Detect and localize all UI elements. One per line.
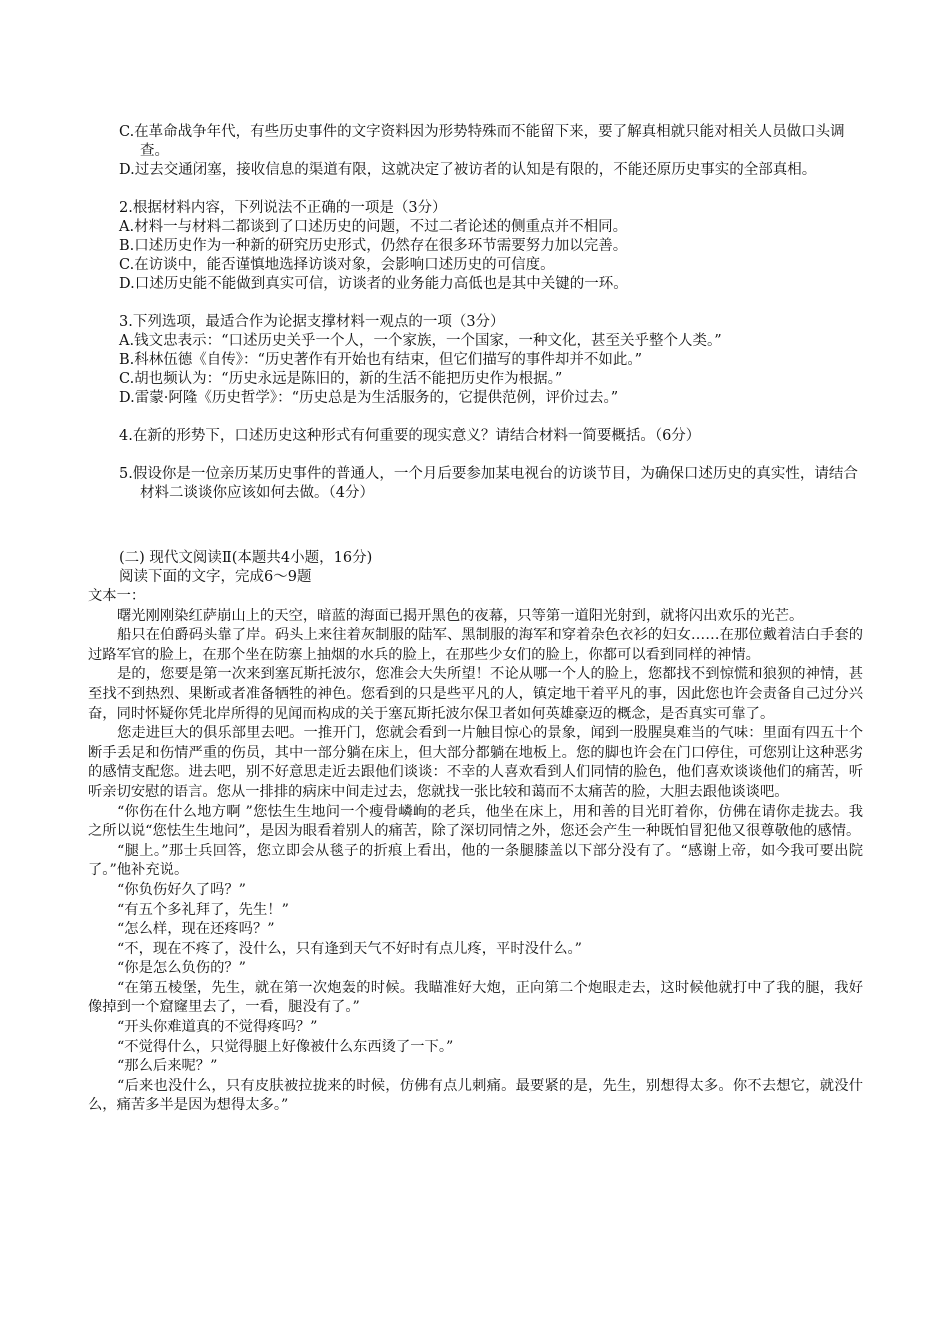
passage-paragraph: “你负伤好久了吗？” xyxy=(117,881,246,898)
q5-stem: 5.假设你是一位亲历某历史事件的普通人，一个月后要参加某电视台的访谈节目，为确保口述历史的真实性，请结合材料二谈谈你应该如何去做。（4分） xyxy=(119,466,858,501)
passage-paragraph: “不觉得什么，只觉得腿上好像被什么东西烫了一下。” xyxy=(117,1038,454,1055)
questions-block xyxy=(119,123,864,503)
q3-option-a: A.钱文忠表示：“口述历史关乎一个人，一个家族，一个国家，一种文化，甚至关乎整个人类。” xyxy=(119,333,722,349)
section-header xyxy=(119,549,864,587)
q2-option-a: A.材料一与材料二都谈到了口述历史的问题，不过二者论述的侧重点并不相同。 xyxy=(119,219,628,235)
section-title: (二) 现代文阅读Ⅱ(本题共4小题，16分) xyxy=(119,550,373,566)
spacer xyxy=(119,180,864,199)
passage-paragraph: 曙光刚刚染红萨崩山上的天空，暗蓝的海面已揭开黑色的夜幕，只等第一道阳光射到，就将闪出欢乐的光芒。 xyxy=(117,607,804,624)
passage-paragraph: “有五个多礼拜了，先生！” xyxy=(117,901,289,918)
q2-option-d: D.口述历史能不能做到真实可信，访谈者的业务能力高低也是其中关键的一环。 xyxy=(119,276,628,292)
passage-paragraph: “腿上。”那士兵回答，您立即会从毯子的折痕上看出，他的一条腿膝盖以下部分没有了。“感谢上帝，如今我可要出院了。”他补充说。 xyxy=(88,842,863,879)
passage-paragraph: “在第五棱堡，先生，就在第一次炮轰的时候。我瞄准好大炮，正向第二个炮眼走去，这时候他就打中了我的腿，我好像掉到一个窟窿里去了，一看，腿没有了。” xyxy=(88,979,863,1016)
q2-option-b: B.口述历史作为一种新的研究历史形式，仍然存在很多环节需要努力加以完善。 xyxy=(119,238,628,254)
passage-paragraph: 船只在伯爵码头靠了岸。码头上来往着灰制服的陆军、黑制服的海军和穿着杂色衣衫的妇女……在那位戴着洁白手套的过路军官的脸上，在那个坐在防寨上抽烟的水兵的脸上，在那些少女们的脸上，你都可以看到同样的神情。 xyxy=(88,627,863,663)
q4-stem: 4.在新的形势下，口述历史这种形式有何重要的现实意义？请结合材料一简要概括。（6分） xyxy=(119,428,701,444)
section-instruction: 阅读下面的文字，完成6～9题 xyxy=(119,569,312,585)
passage-paragraph: “怎么样，现在还疼吗？” xyxy=(117,921,275,938)
passage-paragraph: “开头你难道真的不觉得疼吗？” xyxy=(117,1019,318,1036)
q3-option-d: D.雷蒙·阿隆《历史哲学》：“历史总是为生活服务的，它提供范例，评价过去。” xyxy=(119,390,619,406)
spacer xyxy=(119,294,864,313)
passage-paragraph: “你是怎么负伤的？” xyxy=(117,960,246,977)
passage-paragraph: 是的，您要是第一次来到塞瓦斯托波尔，您准会大失所望！不论从哪一个人的脸上，您都找不到惊慌和狼狈的神情，甚至找不到热烈、果断或者准备牺牲的神色。您看到的只是些平凡的人，镇定地干着平凡的事，因此您也许会责备自己过分兴奋，同时怀疑你凭北岸所得的见闻而构成的关于塞瓦斯托波尔保卫者如何英雄豪迈的概念，是否真实可靠了。 xyxy=(88,666,863,722)
q1-option-c: C.在革命战争年代，有些历史事件的文字资料因为形势特殊而不能留下来，要了解真相就只能对相关人员做口头调查。 xyxy=(119,124,845,159)
passage-label: 文本一： xyxy=(88,588,146,604)
passage-paragraph: “后来也没什么，只有皮肤被拉拢来的时候，仿佛有点儿刺痛。最要紧的是，先生，别想得太多。你不去想它，就没什么，痛苦多半是因为想得太多。” xyxy=(88,1077,863,1114)
q1-option-d: D.过去交通闭塞，接收信息的渠道有限，这就决定了被访者的认知是有限的，不能还原历史事实的全部真相。 xyxy=(119,162,817,178)
passage-paragraph: “你伤在什么地方啊 ”您怯生生地问一个瘦骨嶙峋的老兵，他坐在床上，用和善的目光盯着你，仿佛在请你走拢去。我之所以说“您怯生生地问”，是因为眼看着别人的痛苦，除了深切同情之外，您还会产生一种既怕冒犯他又很尊敬他的感情。 xyxy=(88,803,863,840)
passage-paragraph: 您走进巨大的俱乐部里去吧。一推开门，您就会看到一片触目惊心的景象，闻到一股腥臭难当的气味：里面有四五十个断手丢足和伤情严重的伤员，其中一部分躺在床上，但大部分都躺在地板上。您的脚也许会在门口停住，可您别让这种恶劣的感情支配您。进去吧，别不好意思走近去跟他们谈谈：不幸的人喜欢看到人们同情的脸色，他们喜欢谈谈他们的痛苦，听听亲切安慰的语言。您从一排排的病床中间走过去，您就找一张比较和蔼而不太痛苦的脸，大胆去跟他谈谈吧。 xyxy=(88,725,863,800)
spacer xyxy=(119,446,864,465)
passage-paragraph: “那么后来呢？” xyxy=(117,1058,218,1075)
q2-option-c: C.在访谈中，能否谨慎地选择访谈对象，会影响口述历史的可信度。 xyxy=(119,257,555,273)
q3-option-b: B.科林伍德《自传》：“历史著作有开始也有结束，但它们描写的事件却并不如此。” xyxy=(119,352,643,368)
q2-stem: 2.根据材料内容，下列说法不正确的一项是（3分） xyxy=(119,200,447,216)
reading-passage xyxy=(88,587,863,1116)
q3-option-c: C.胡也频认为：“历史永远是陈旧的，新的生活不能把历史作为根据。” xyxy=(119,371,563,387)
passage-paragraph: “不，现在不疼了，没什么，只有逢到天气不好时有点儿疼，平时没什么。” xyxy=(117,940,582,957)
spacer xyxy=(119,408,864,427)
q3-stem: 3.下列选项，最适合作为论据支撑材料一观点的一项（3分） xyxy=(119,314,505,330)
